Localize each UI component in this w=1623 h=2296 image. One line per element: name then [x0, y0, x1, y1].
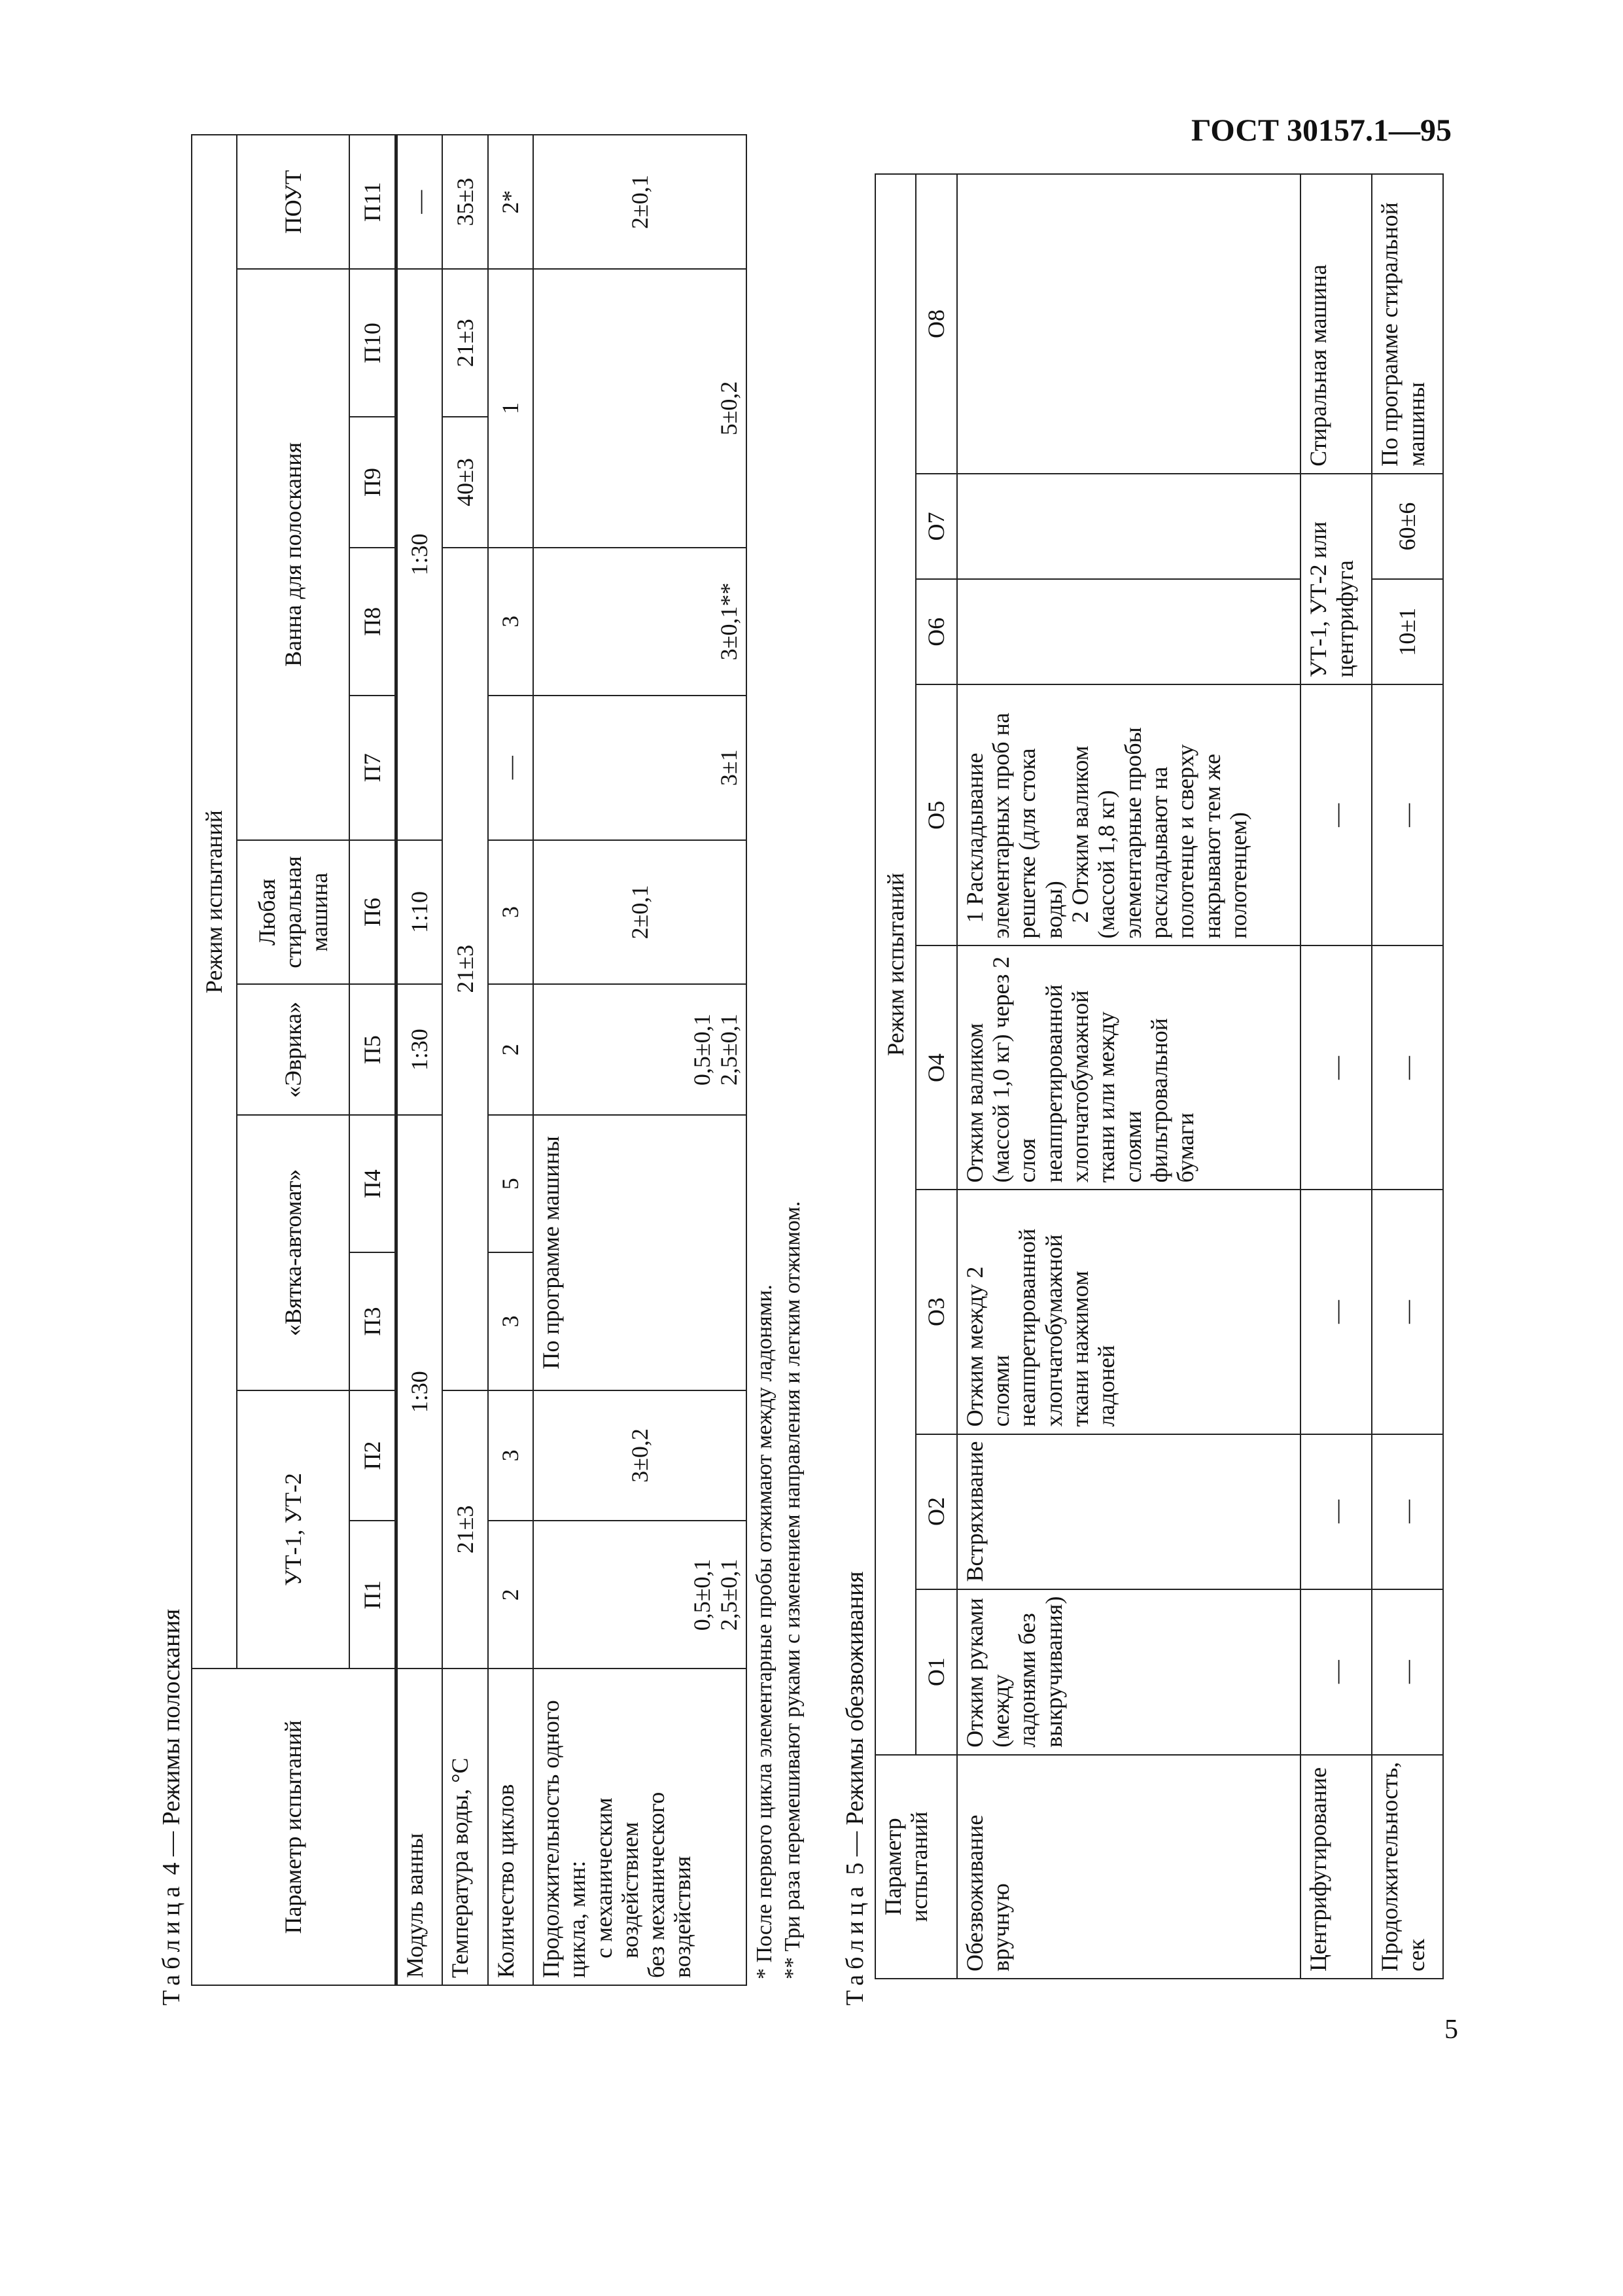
- table4-duration-label: Продолжительность одного цикла, мин:: [537, 1700, 591, 1978]
- table4-cell: 2±0,1: [533, 135, 746, 269]
- table4-cell: 21±3: [442, 269, 487, 417]
- table4-mode-label: П5: [349, 984, 396, 1115]
- table4-cell: 2: [488, 1521, 533, 1669]
- table5-caption-text: 5 — Режимы обезвоживания: [841, 1571, 869, 1875]
- table4-p5-mech: 0,5±0,1: [689, 1014, 716, 1086]
- table5-row-label: Продолжительность, сек: [1372, 1755, 1443, 1979]
- table4-p1-mech: 0,5±0,1: [689, 1559, 716, 1631]
- page-number: 5: [1444, 2015, 1458, 2045]
- table4-row-label: Модуль ванны: [396, 1669, 442, 1985]
- table4-cell: 3±0,2: [533, 1390, 746, 1521]
- table4-cell: 1:30: [396, 1115, 442, 1669]
- table4-row-label: Количество циклов: [488, 1669, 533, 1985]
- table4-cell: 3: [488, 1390, 533, 1521]
- table4-duration-sub1: с механическим воздействием: [590, 1797, 643, 1958]
- table4-cell: [533, 1521, 746, 1669]
- table4-group-vyatka: «Вятка-автомат»: [237, 1115, 349, 1390]
- table4-cell: 3±0,1**: [533, 548, 746, 696]
- table5-cell: —: [1372, 1190, 1443, 1434]
- table4-cell: 3: [488, 1252, 533, 1390]
- table4-footnotes: [751, 154, 807, 1979]
- table5-cell: По программе стиральной машины: [1372, 174, 1443, 474]
- table4-cell: 5±0,2: [533, 269, 746, 548]
- table5-row-label: Центрифугирование: [1300, 1755, 1372, 1979]
- table4-footnote: ** Три раза перемешивают руками с изменением направления и легким отжимом.: [780, 1201, 805, 1979]
- table4-mode-header: Режим испытаний: [192, 135, 237, 1669]
- table4-cell: 2*: [488, 135, 533, 269]
- table5-o5-step1: 1 Раскладывание элементарных проб на решетке (для стока воды): [961, 713, 1067, 939]
- table4-p5-nomech: 2,5±0,1: [715, 1014, 742, 1086]
- table5-cell: [957, 474, 1301, 579]
- table4-duration-sub2: без механического воздействия: [643, 1792, 696, 1978]
- table4-cell: 35±3: [442, 135, 487, 269]
- table4-cell: —: [488, 696, 533, 840]
- table5-mode-label: О6: [916, 579, 956, 684]
- table5-cell: Отжим валиком (массой 1,0 кг) через 2 слоя неаппретированной хлопчатобумажной ткани или между слоями фильтровальной бумаги: [957, 945, 1301, 1190]
- table4-mode-label: П4: [349, 1115, 396, 1252]
- table4-cell: 21±3: [442, 548, 487, 1390]
- table4: [191, 134, 747, 1986]
- table5-caption-word: Таблица: [841, 1881, 869, 2005]
- table4-caption-text: 4 — Режимы полоскания: [158, 1608, 185, 1875]
- table5-mode-label: О3: [916, 1190, 956, 1434]
- table4-cell: 1: [488, 269, 533, 548]
- table5-block: [841, 160, 1444, 2005]
- table5-mode-label: О7: [916, 474, 956, 579]
- table4-cell: 40±3: [442, 417, 487, 548]
- table5-cell: 60±6: [1372, 474, 1443, 579]
- table4-row-label: Температура воды, °С: [442, 1669, 487, 1985]
- table4-cell: 3±1: [533, 696, 746, 840]
- table4-cell: По программе машины: [533, 1115, 746, 1390]
- table4-cell: —: [396, 135, 442, 269]
- table5-mode-label: О4: [916, 945, 956, 1190]
- table4-p1-nomech: 2,5±0,1: [715, 1559, 742, 1631]
- table5-cell: Отжим между 2 слоями неаппретированной хлопчатобумажной ткани нажимом ладоней: [957, 1190, 1301, 1434]
- table4-cell: 3: [488, 840, 533, 985]
- table5-cell: [957, 684, 1301, 945]
- table5-row-label: Обезвоживание вручную: [957, 1755, 1301, 1979]
- table5: [875, 173, 1444, 1979]
- table5-cell: —: [1300, 684, 1372, 945]
- table5-o5-step2: 2 Отжим валиком (массой 1,8 кг) элементарные пробы раскладывают на полотенце и сверху накрывают тем же полотенцем): [1067, 727, 1251, 939]
- table4-cell: 2±0,1: [533, 840, 746, 985]
- table4-block: [157, 154, 807, 2005]
- table4-caption: [157, 154, 186, 2005]
- table5-cell: Отжим руками (между ладонями без выкручивания): [957, 1589, 1301, 1755]
- table5-cell: Встряхивание: [957, 1434, 1301, 1589]
- table4-mode-label: П2: [349, 1390, 396, 1521]
- table5-cell: УТ-1, УТ-2 или центрифуга: [1300, 474, 1372, 684]
- table5-mode-label: О2: [916, 1434, 956, 1589]
- table4-group-ut: УТ-1, УТ-2: [237, 1390, 349, 1669]
- table4-cell: 5: [488, 1115, 533, 1252]
- table4-param-header: Параметр испытаний: [192, 1669, 396, 1985]
- table5-mode-header: Режим испытаний: [875, 174, 916, 1755]
- table4-mode-label: П8: [349, 548, 396, 696]
- table5-cell: 10±1: [1372, 579, 1443, 684]
- table5-cell: [957, 174, 1301, 474]
- table4-mode-label: П10: [349, 269, 396, 417]
- table5-cell: —: [1372, 1434, 1443, 1589]
- table4-caption-word: Таблица: [158, 1881, 185, 2005]
- table4-row-label: [533, 1669, 746, 1985]
- table4-cell: 21±3: [442, 1390, 487, 1669]
- table4-mode-label: П11: [349, 135, 396, 269]
- table4-group-any-machine: Любая стиральная машина: [237, 840, 349, 985]
- table5-caption: [841, 160, 869, 2005]
- table4-footnote: * После первого цикла элементарные пробы отжимают между ладонями.: [752, 1284, 777, 1979]
- table5-cell: [957, 579, 1301, 684]
- table5-param-header: Параметр испытаний: [875, 1755, 957, 1979]
- table5-mode-label: О8: [916, 174, 956, 474]
- table5-mode-label: О5: [916, 684, 956, 945]
- table4-cell: 1:10: [396, 840, 442, 985]
- table4-mode-label: П7: [349, 696, 396, 840]
- table5-cell: —: [1372, 945, 1443, 1190]
- document-header: ГОСТ 30157.1—95: [1191, 113, 1452, 148]
- table5-cell: —: [1300, 945, 1372, 1190]
- table4-cell: 1:30: [396, 984, 442, 1115]
- table4-cell: 3: [488, 548, 533, 696]
- table5-cell: —: [1300, 1589, 1372, 1755]
- table4-mode-label: П6: [349, 840, 396, 985]
- table4-group-evrika: «Эврика»: [237, 984, 349, 1115]
- table4-mode-label: П9: [349, 417, 396, 548]
- table4-cell: 2: [488, 984, 533, 1115]
- table5-mode-label: О1: [916, 1589, 956, 1755]
- table4-mode-label: П3: [349, 1252, 396, 1390]
- table4-group-bath: Ванна для полоскания: [237, 269, 349, 840]
- table5-cell: —: [1300, 1190, 1372, 1434]
- table5-cell: —: [1372, 1589, 1443, 1755]
- table5-cell: Стиральная машина: [1300, 174, 1372, 474]
- table5-cell: —: [1372, 684, 1443, 945]
- table4-cell: 1:30: [396, 269, 442, 840]
- table4-mode-label: П1: [349, 1521, 396, 1669]
- table4-cell: [533, 984, 746, 1115]
- table5-cell: —: [1300, 1434, 1372, 1589]
- table4-group-pout: ПОУТ: [237, 135, 349, 269]
